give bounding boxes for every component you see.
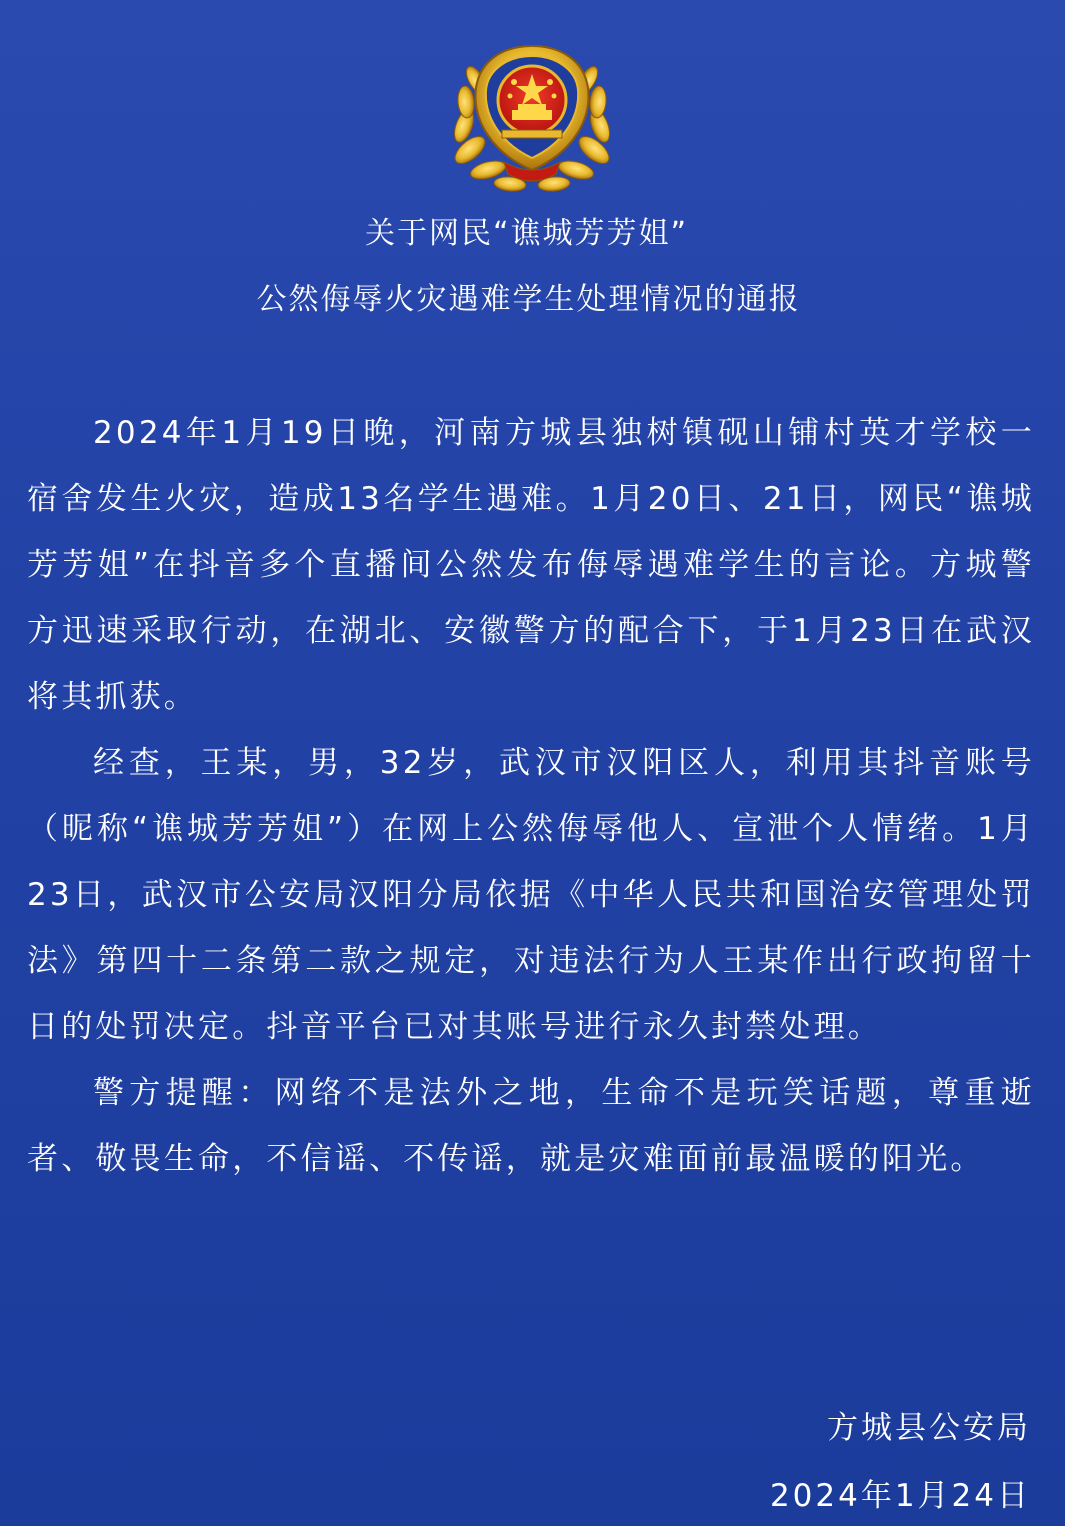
issue-date: 2024年1月24日 [769, 1478, 1031, 1514]
notice-title-line2: 公然侮辱火灾遇难学生处理情况的通报 [256, 282, 801, 317]
issuer-name: 方城县公安局 [827, 1410, 1031, 1446]
body-paragraph-reminder: 警方提醒：网络不是法外之地，生命不是玩笑话题，尊重逝者、敬畏生命，不信谣、不传谣，就是灾难面前最温暖的阳光。 [27, 1075, 1035, 1177]
body-paragraph-investigation: 经查，王某，男，32岁，武汉市汉阳区人，利用其抖音账号（昵称“谯城芳芳姐”）在网上公然侮辱他人、宣泄个人情绪。1月23日，武汉市公安局汉阳分局依据《中华人民共和国治安管理处罚法》第四十二条第二款之规定，对违法行为人王某作出行政拘留十日的处罚决定。抖音平台已对其账号进行永久封禁处理。 [27, 745, 1035, 1045]
police-emblem-icon [448, 38, 616, 198]
body-paragraph-incident: 2024年1月19日晚，河南方城县独树镇砚山铺村英才学校一宿舍发生火灾，造成13名学生遇难。1月20日、21日，网民“谯城芳芳姐”在抖音多个直播间公然发布侮辱遇难学生的言论。方城警方迅速采取行动，在湖北、安徽警方的配合下，于1月23日在武汉将其抓获。 [27, 415, 1035, 715]
notice-title-line1: 关于网民“谯城芳芳姐” [364, 216, 689, 251]
notice-body [27, 400, 1035, 1192]
